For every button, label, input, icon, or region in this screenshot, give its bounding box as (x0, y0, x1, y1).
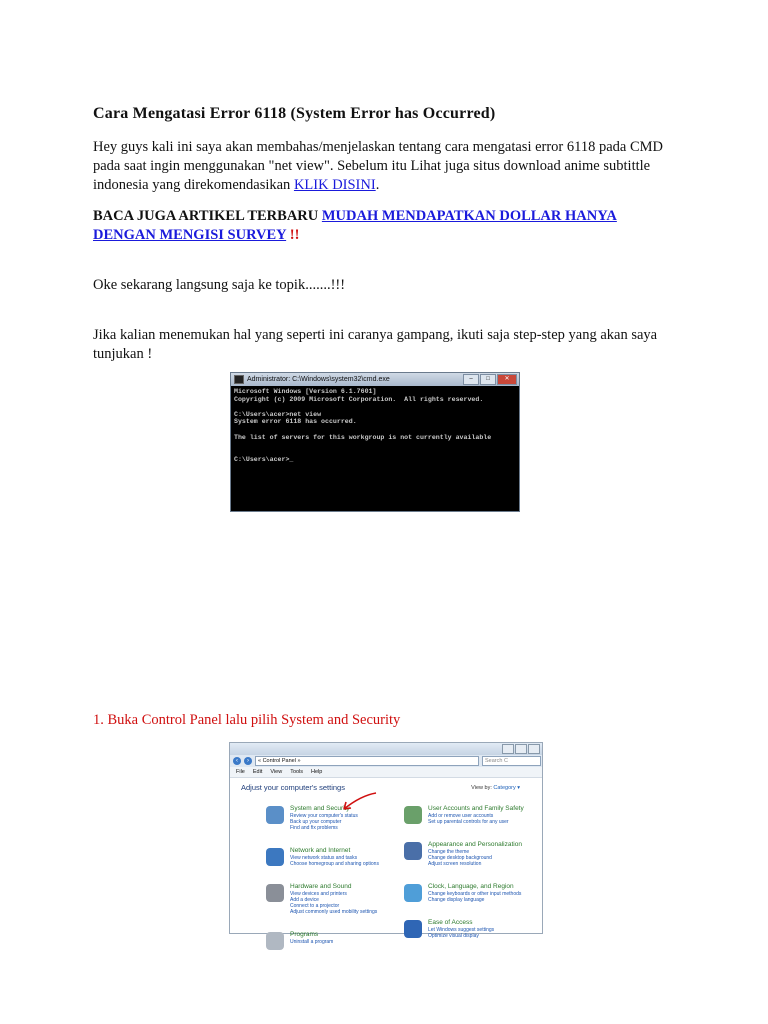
cp-menu-item: Edit (252, 769, 263, 775)
cp-category-link: View network status and tasks (290, 855, 358, 861)
article-title: Cara Mengatasi Error 6118 (System Error has Occurred) (93, 105, 496, 122)
cp-menu-item: Tools (290, 769, 304, 775)
ease-icon (404, 920, 422, 938)
cp-menu-item: View (270, 769, 283, 775)
cmd-line: Copyright (c) 2009 Microsoft Corporation. All rights reserved. (234, 395, 484, 403)
cp-minimize-icon (502, 744, 514, 754)
baca-juga-prefix: BACA JUGA ARTIKEL TERBARU (93, 208, 322, 224)
control-panel-screenshot (229, 742, 543, 945)
cmd-titlebar (231, 373, 519, 386)
cmd-line: C:\Users\acer>_ (234, 456, 294, 464)
cp-titlebar (230, 743, 542, 755)
cp-category-item (266, 883, 406, 915)
klik-disini-link[interactable]: KLIK DISINI (293, 177, 376, 193)
red-arrow-annotation (338, 790, 378, 814)
cp-category-link: Choose homegroup and sharing options (290, 861, 379, 867)
cp-category-title: Ease of Access (428, 919, 473, 926)
cp-category-title: User Accounts and Family Safety (428, 805, 524, 812)
cp-address-field: « Control Panel » (255, 756, 479, 766)
cp-category-item (266, 931, 406, 945)
clock-icon (404, 884, 422, 902)
back-icon: ‹ (233, 757, 241, 765)
users-icon (404, 806, 422, 824)
cmd-line (234, 403, 516, 411)
cp-menubar (230, 767, 542, 778)
cmd-line (234, 426, 516, 434)
forward-icon: › (244, 757, 252, 765)
cp-category-item (266, 805, 406, 831)
cmd-output (231, 386, 519, 466)
cp-category-title: Hardware and Sound (290, 883, 352, 890)
cp-category-link: Add or remove user accounts (428, 813, 494, 819)
cmd-line: Microsoft Windows [Version 6.1.7601] (234, 388, 377, 395)
survey-article-link[interactable]: MUDAH MENDAPATKAN DOLLAR HANYA DENGAN MENGISI SURVEY (93, 208, 617, 243)
cp-category-link: Change keyboards or other input methods (428, 891, 522, 897)
cp-close-icon (528, 744, 540, 754)
cp-category-link: Uninstall a program (290, 939, 334, 945)
cp-category-link: Change the theme (428, 849, 470, 855)
cp-category-link: Adjust screen resolution (428, 861, 482, 867)
cp-category-link: Change desktop background (428, 855, 492, 861)
cp-category-link: Set up parental controls for any user (428, 819, 509, 825)
baca-juga-paragraph (93, 207, 673, 245)
intro-text: Hey guys kali ini saya akan membahas/menjelaskan tentang cara mengatasi error 6118 pada CMD pada saat ingin menggunakan "net view". Sebelum itu Lihat juga situs download anime subtittle indonesia yang direkomendasikan (93, 139, 664, 193)
cmd-line: The list of servers for this workgroup is not currently available (234, 433, 492, 441)
cp-view-by (471, 785, 520, 791)
intro-paragraph (93, 138, 673, 195)
cp-category-link: Back up your computer (290, 819, 342, 825)
cp-category-title: Programs (290, 931, 319, 938)
cp-category-link: Adjust commonly used mobility settings (290, 909, 378, 915)
step-1-instruction: 1. Buka Control Panel lalu pilih System and Security (93, 712, 401, 728)
maximize-icon: □ (480, 374, 496, 385)
cp-category-link: View devices and printers (290, 891, 347, 897)
shield-icon (266, 806, 284, 824)
cp-category-item (404, 805, 544, 825)
close-icon: ✕ (497, 374, 517, 385)
cmd-line: C:\Users\acer>net view (234, 410, 322, 418)
cp-category-link: Find and fix problems (290, 825, 338, 831)
cp-category-title: Clock, Language, and Region (428, 883, 514, 890)
cp-category-item (404, 919, 544, 939)
intro-end: . (375, 177, 380, 193)
cp-category-link: Change display language (428, 897, 485, 903)
cmd-icon (234, 375, 244, 384)
cmd-line (234, 441, 516, 449)
cp-address-bar (230, 755, 542, 767)
oke-paragraph: Oke sekarang langsung saja ke topik.......!!! (93, 277, 346, 293)
cp-category-link: Review your computer's status (290, 813, 358, 819)
cp-category-item (266, 847, 406, 867)
cp-category-link: Optimize visual display (428, 933, 479, 939)
cp-menu-item: File (236, 769, 245, 775)
printer-icon (266, 884, 284, 902)
cp-category-title: System and Security (290, 805, 350, 812)
cp-category-link: Add a device (290, 897, 319, 903)
view-by-label: View by: (471, 785, 492, 791)
programs-icon (266, 932, 284, 950)
cmd-window-screenshot (230, 372, 520, 512)
globe-icon (266, 848, 284, 866)
cp-maximize-icon (515, 744, 527, 754)
cp-category-item (404, 883, 544, 903)
cmd-title: Administrator: C:\Windows\system32\cmd.exe (247, 376, 390, 383)
cp-menu-item: Help (311, 769, 323, 775)
minimize-icon: – (463, 374, 479, 385)
cp-category-link: Connect to a projector (290, 903, 340, 909)
cp-heading: Adjust your computer's settings (241, 783, 345, 792)
cp-category-item (404, 841, 544, 867)
cmd-line (234, 449, 516, 457)
cp-search-field: Search C (482, 756, 541, 766)
cmd-line: System error 6118 has occurred. (234, 418, 357, 426)
cp-category-link: Let Windows suggest settings (428, 927, 495, 933)
view-by-value: Category ▾ (493, 785, 520, 791)
cp-category-title: Appearance and Personalization (428, 841, 522, 848)
jika-paragraph: Jika kalian menemukan hal yang seperti ini caranya gampang, ikuti saja step-step yang akan saya tunjukan ! (93, 327, 658, 362)
cp-category-title: Network and Internet (290, 847, 351, 854)
monitor-icon (404, 842, 422, 860)
baca-juga-suffix: !! (286, 227, 300, 243)
